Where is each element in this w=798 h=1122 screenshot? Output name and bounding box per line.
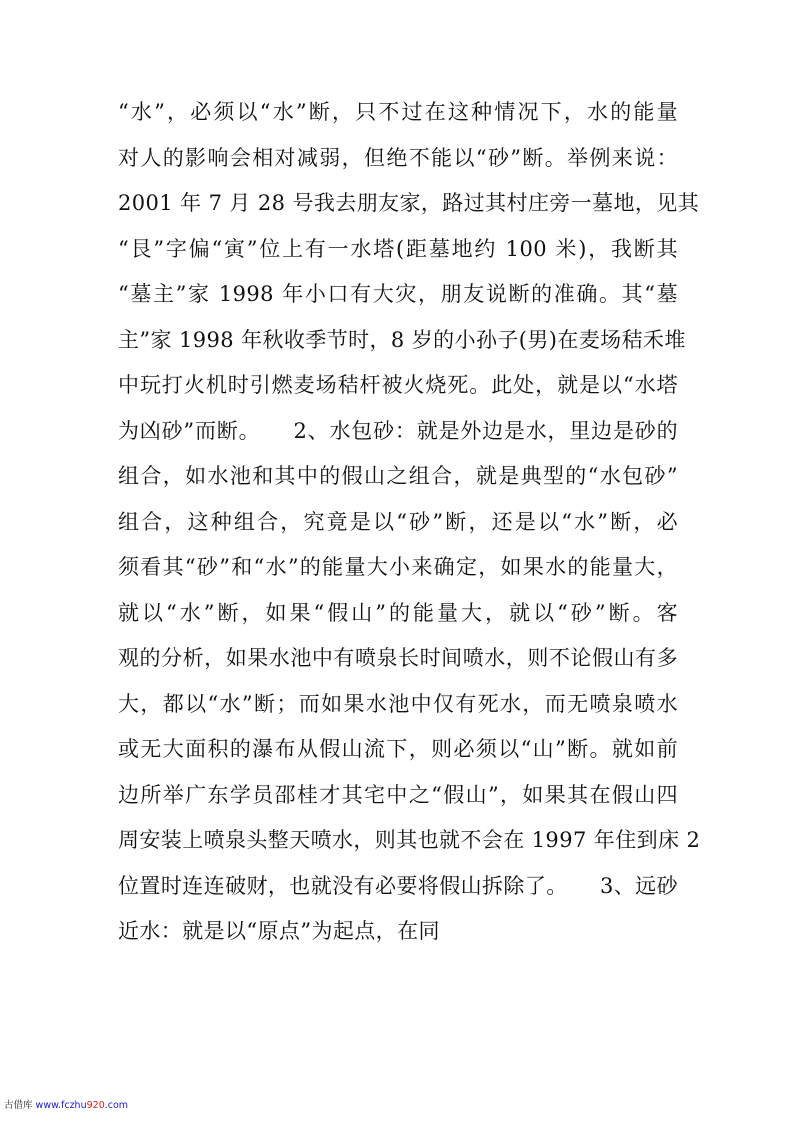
text-line: “水”，必须以“水”断，只不过在这种情况下，水的能量 <box>118 100 678 124</box>
footer-watermark <box>4 1100 128 1112</box>
text-line: 组合，这种组合，究竟是以“砂”断，还是以“水”断，必 <box>118 509 678 534</box>
text-line: “墓主”家 1998 年小口有大灾，朋友说断的准确。其“墓 <box>118 282 678 306</box>
text-line: 大，都以“水”断；而如果水池中仅有死水，而无喷泉喷水 <box>118 691 678 716</box>
text-line: 2001 年 7 月 28 号我去朋友家，路过其村庄旁一墓地，见其 <box>118 191 700 215</box>
text-line: 观的分析，如果水池中有喷泉长时间喷水，则不论假山有多 <box>118 646 678 670</box>
text-line: 组合，如水池和其中的假山之组合，就是典型的“水包砂” <box>118 464 678 488</box>
text-line: “艮”字偏“寅”位上有一水塔(距墓地约 100 米)，我断其 <box>118 236 678 261</box>
text-line: 位置时连连破财，也就没有必要将假山拆除了。 3、远砂 <box>118 873 678 898</box>
text-line: 或无大面积的瀑布从假山流下，则必须以“山”断。就如前 <box>118 737 678 761</box>
footer-url-prefix[interactable]: www.fczhu <box>35 1100 87 1111</box>
footer-url-number[interactable]: 920 <box>86 1100 105 1111</box>
text-line: 为凶砂”而断。 2、水包砂：就是外边是水，里边是砂的 <box>118 418 678 443</box>
text-line: 中玩打火机时引燃麦场秸杆被火烧死。此处，就是以“水塔 <box>118 373 678 397</box>
text-line: 就以“水”断，如果“假山”的能量大，就以“砂”断。客 <box>118 600 678 625</box>
footer-brand: 古借库 <box>4 1100 33 1111</box>
text-line: 须看其“砂”和“水”的能量大小来确定，如果水的能量大， <box>118 555 678 579</box>
body-text <box>118 90 701 955</box>
text-line-last: 近水：就是以“原点”为起点，在同 <box>118 919 440 943</box>
text-line: 周安装上喷泉头整天喷水，则其也就不会在 1997 年住到床 2 <box>118 828 701 852</box>
text-line: 边所举广东学员邵桂才其宅中之“假山”，如果其在假山四 <box>118 782 678 807</box>
text-line: 主”家 1998 年秋收季节时，8 岁的小孙子(男)在麦场秸禾堆 <box>118 327 686 352</box>
footer-url-suffix[interactable]: .com <box>104 1100 129 1111</box>
text-line: 对人的影响会相对减弱，但绝不能以“砂”断。举例来说： <box>118 145 678 170</box>
